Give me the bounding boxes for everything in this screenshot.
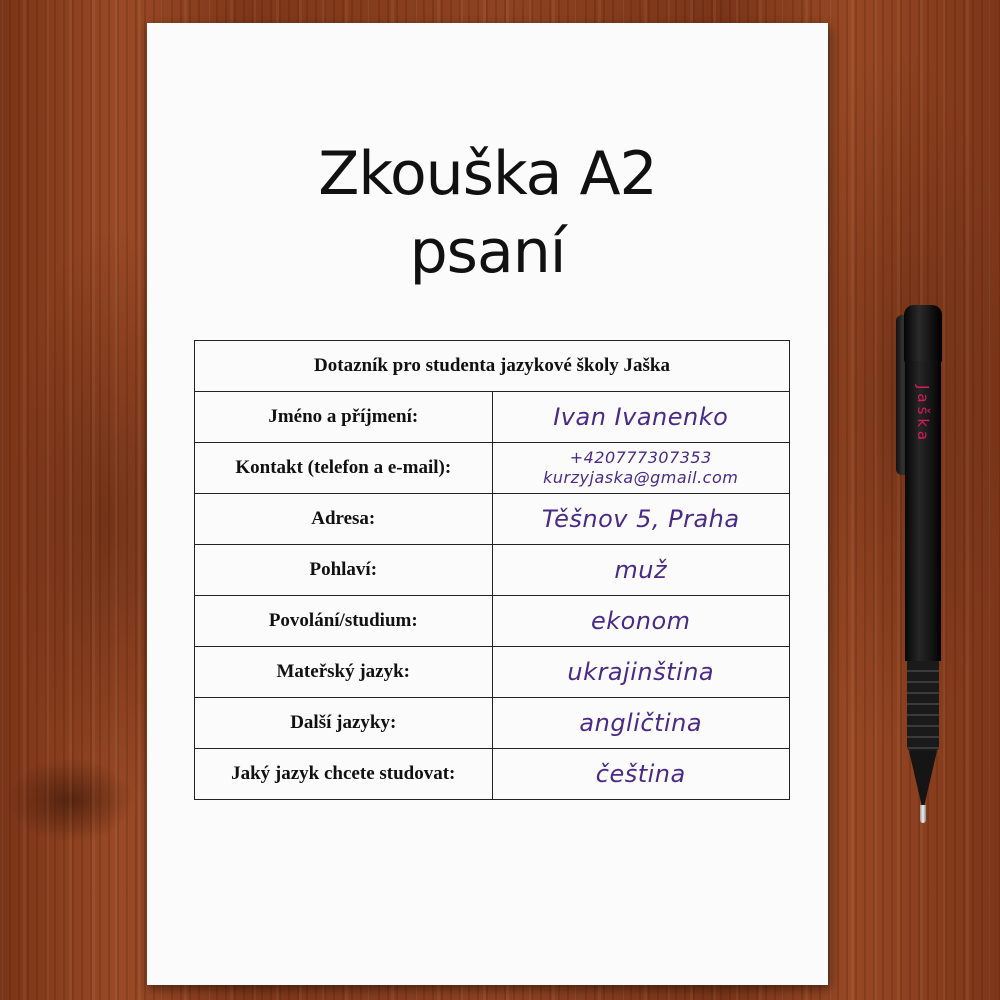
questionnaire-heading: Dotazník pro studenta jazykové školy Jaška [195,341,790,392]
table-row [195,443,790,494]
field-value-address: Těšnov 5, Praha [492,494,790,545]
table-row [195,392,790,443]
field-value-study-language: čeština [492,749,790,800]
page-title [147,135,828,291]
field-value-other-languages: angličtina [492,698,790,749]
contact-phone: +420777307353 [569,448,712,467]
table-row [195,749,790,800]
table-row [195,647,790,698]
pen-cone [909,751,937,811]
field-value-native-language: ukrajinština [492,647,790,698]
pen-brand-label: Jaška [914,385,932,445]
field-label-occupation: Povolání/studium: [195,596,493,647]
field-label-contact: Kontakt (telefon a e-mail): [195,443,493,494]
field-label-gender: Pohlaví: [195,545,493,596]
table-row [195,698,790,749]
pen [896,305,946,825]
field-value-name: Ivan Ivanenko [492,392,790,443]
questionnaire-table [194,340,790,800]
pen-tip [920,805,926,823]
contact-email: kurzyjaska@gmail.com [543,468,739,487]
table-row [195,545,790,596]
field-label-study-language: Jaký jazyk chcete studovat: [195,749,493,800]
field-value-gender: muž [492,545,790,596]
title-line-1: Zkouška A2 [318,139,657,209]
field-label-native-language: Mateřský jazyk: [195,647,493,698]
field-label-name: Jméno a příjmení: [195,392,493,443]
table-row [195,494,790,545]
field-value-contact [492,443,790,494]
pen-cap [904,305,942,363]
field-label-other-languages: Další jazyky: [195,698,493,749]
pen-grip [907,661,939,751]
title-line-2: psaní [409,217,566,287]
table-row [195,596,790,647]
field-label-address: Adresa: [195,494,493,545]
exam-paper [147,23,828,985]
table-header-row [195,341,790,392]
field-value-occupation: ekonom [492,596,790,647]
